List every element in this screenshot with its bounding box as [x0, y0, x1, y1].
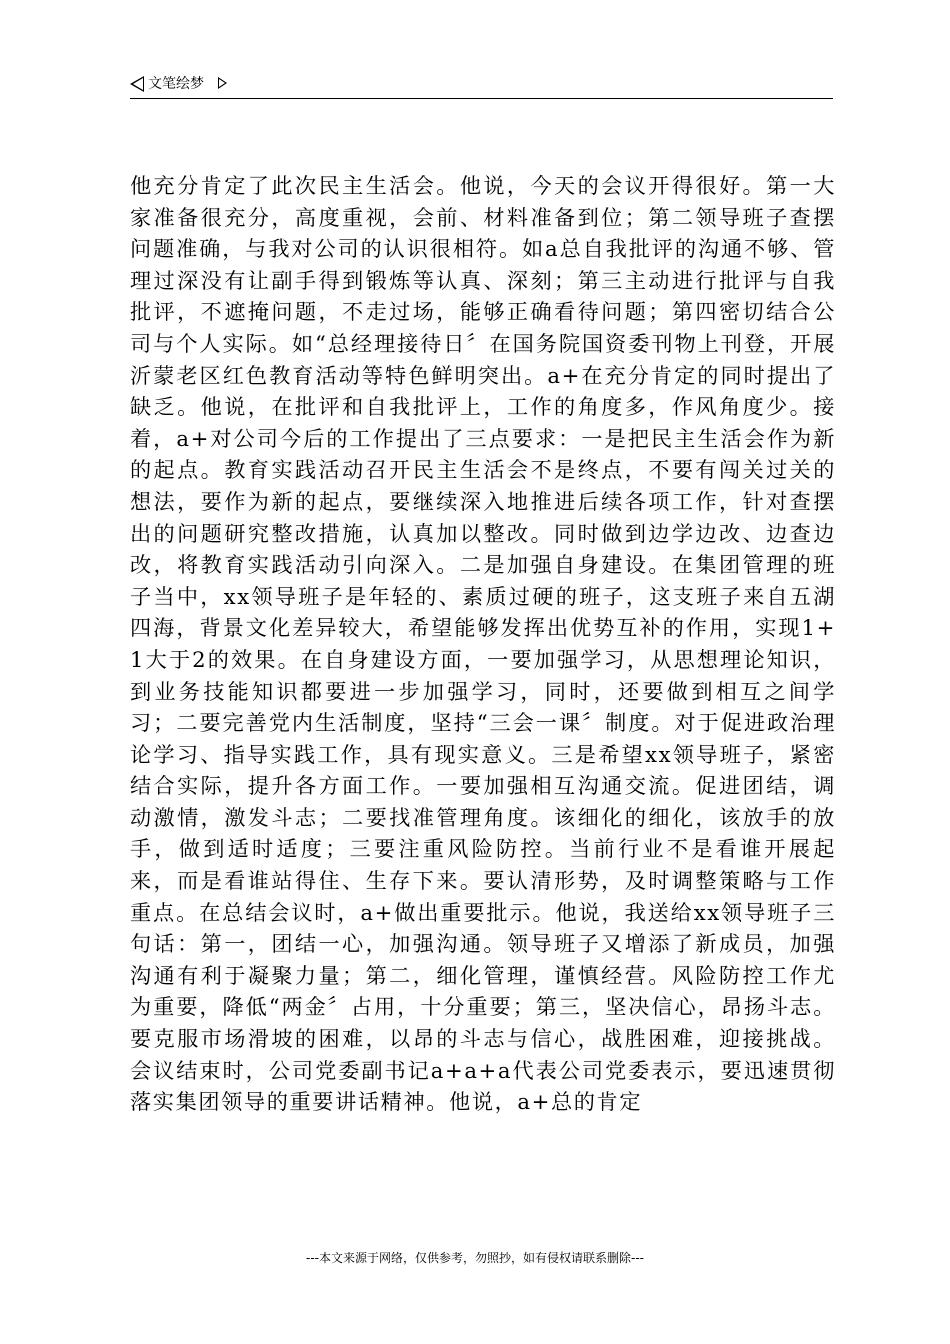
- header-title: 文笔绘梦: [148, 76, 204, 92]
- body-paragraph: 他充分肯定了此次民主生活会。他说，今天的会议开得很好。第一大家准备很充分，高度重视，会前、材料准备到位；第二领导班子查摆问题准确，与我对公司的认识很相符。如a总自我批评的沟通不够、管理过深没有让副手得到锻炼等认真、深刻；第三主动进行批评与自我批评，不遮掩问题，不走过场，能够正确看待问题；第四密切结合公司与个人实际。如“总经理接待日〞在国务院国资委刊物上刊登，开展沂蒙老区红色教育活动等特色鲜明突出。a+在充分肯定的同时提出了缺乏。他说，在批评和自我批评上，工作的角度多，作风角度少。接着，a+对公司今后的工作提出了三点要求：一是把民主生活会作为新的起点。教育实践活动召开民主生活会不是终点，不要有闯关过关的想法，要作为新的起点，要继续深入地推进后续各项工作，针对查摆出的问题研究整改措施，认真加以整改。同时做到边学边改、边查边改，将教育实践活动引向深入。二是加强自身建设。在集团管理的班子当中，xx领导班子是年轻的、素质过硬的班子，这支班子来自五湖四海，背景文化差异较大，希望能够发挥出优势互补的作用，实现1+1大于2的效果。在自身建设方面，一要加强学习，从思想理论知识，到业务技能知识都要进一步加强学习，同时，还要做到相互之间学习；二要完善党内生活制度，坚持“三会一课〞制度。对于促进政治理论学习、指导实践工作，具有现实意义。三是希望xx领导班子，紧密结合实际，提升各方面工作。一要加强相互沟通交流。促进团结，调动激情，激发斗志；二要找准管理角度。该细化的细化，该放手的放手，做到适时适度；三要注重风险防控。当前行业不是看谁开展起来，而是看谁站得住、生存下来。要认清形势，及时调整策略与工作重点。在总结会议时，a+做出重要批示。他说，我送给xx领导班子三句话：第一，团结一心，加强沟通。领导班子又增添了新成员，加强沟通有利于凝聚力量；第二，细化管理，谨慎经营。风险防控工作尤为重要，降低“两金〞占用，十分重要；第三，坚决信心，昂扬斗志。要克服市场滑坡的困难，以昂的斗志与信心，战胜困难，迎接挑战。会议结束时，公司党委副书记a+a+a代表公司党委表示，要迅速贯彻落实集团领导的重要讲话精神。他说，a+总的肯定: [130, 173, 836, 1115]
- footer-disclaimer: ---本文来源于网络，仅供参考，勿照抄，如有侵权请联系删除---: [306, 1251, 644, 1265]
- page-header: [130, 74, 833, 99]
- triangle-left-icon: [130, 76, 144, 92]
- triangle-right-icon: [218, 77, 227, 89]
